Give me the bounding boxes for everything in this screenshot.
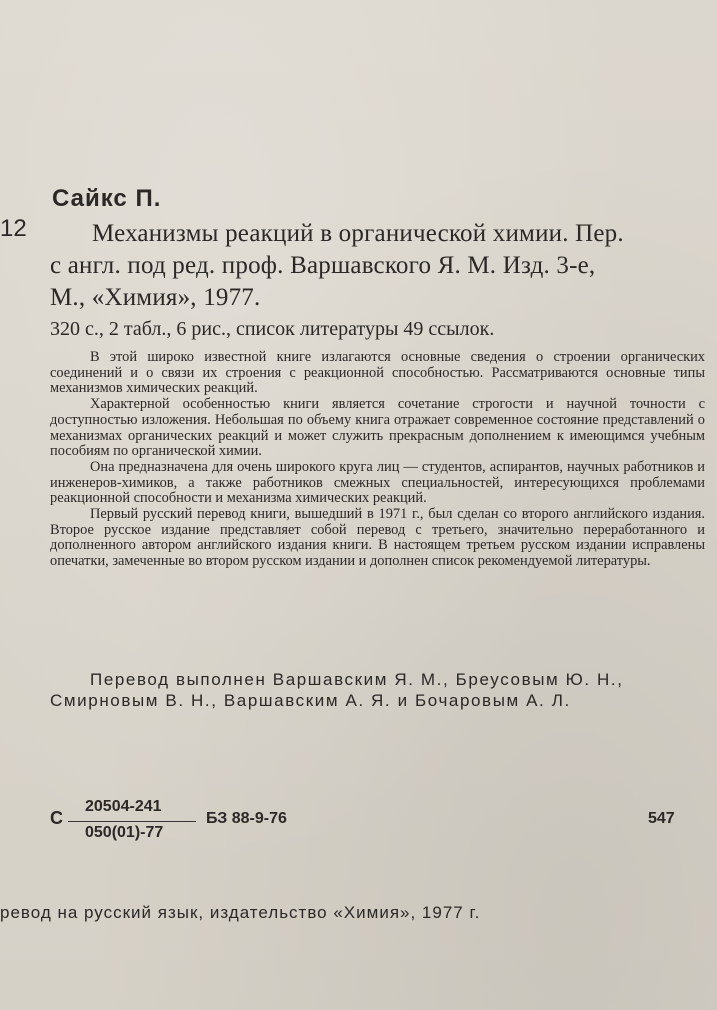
translators-note: Перевод выполнен Варшавским Я. М., Бреусовым Ю. Н., Смирновым В. Н., Варшавским А. Я. и Бочаровым А. Л.: [50, 670, 624, 710]
abstract-paragraph-4: Первый русский перевод книги, вышедший в 1971 г., был сделан со второго английского издания. Второе русское издание представляет собой перевод с третьего, значительно переработанного и дополненного автором английского издания книги. В настоящем третьем русском издании исправлены опечатки, замеченные во втором русском издании и дополнен список рекомендуемой литературы.: [50, 506, 705, 570]
author-name: Сайкс П.: [52, 185, 162, 212]
fraction-line: [68, 821, 196, 822]
index-number: 12: [0, 215, 27, 242]
abstract-paragraph-2: Характерной особенностью книги является сочетание строгости и научной точности с доступностью изложения. Небольшая по объему книга отражает современное состояние представлений о механизмах органических реакций и может служить прекрасным дополнением к имеющимся учебным пособиям по органической химии.: [50, 396, 705, 460]
copyright-line: ревод на русский язык, издательство «Химия», 1977 г.: [0, 903, 481, 922]
abstract-paragraph-3: Она предназначена для очень широкого круга лиц — студентов, аспирантов, научных работников и инженеров-химиков, а также работников смежных специальностей, интересующихся проблемами реакционной способности и механизма химических реакций.: [50, 458, 705, 507]
bz-code: БЗ 88-9-76: [206, 810, 287, 827]
title-line-2: с англ. под ред. проф. Варшавского Я. М. Изд. 3-е,: [50, 252, 596, 279]
translators-note-block: [50, 669, 690, 711]
classification-numerator: 20504-241: [85, 798, 162, 815]
abstract-paragraph-1: В этой широко известной книге излагаются основные сведения о строении органических соединений и о связи их строения с реакционной способностью. Рассматриваются основные типы механизмов химических реакций.: [50, 349, 705, 397]
classification-denominator: 050(01)-77: [85, 824, 164, 841]
title-line-1: Механизмы реакций в органической химии. Пер.: [92, 220, 624, 247]
abstract: [50, 350, 705, 570]
physical-description: 320 с., 2 табл., 6 рис., список литературы 49 ссылок.: [50, 318, 495, 340]
title-line-3: М., «Химия», 1977.: [50, 284, 261, 311]
udc-number: 547: [648, 810, 675, 827]
classification-letter: С: [50, 808, 63, 828]
